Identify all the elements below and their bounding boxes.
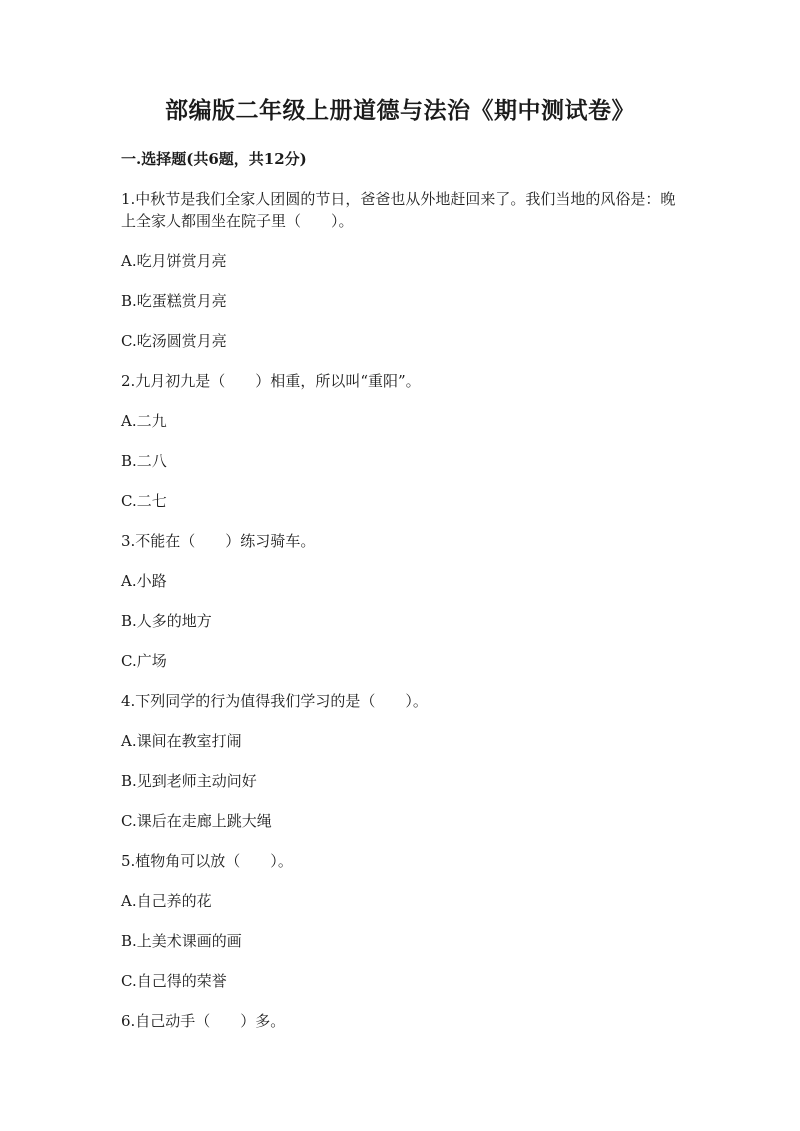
answer-option: B.上美术课画的画 xyxy=(121,932,242,950)
question-stem: 6.自己动手（ ）多。 xyxy=(121,1012,286,1030)
answer-option: A.小路 xyxy=(121,572,167,590)
question-stem: 2.九月初九是（ ）相重，所以叫“重阳”。 xyxy=(121,372,421,390)
question-item xyxy=(121,370,681,512)
answer-option: A.课间在教室打闹 xyxy=(121,732,242,750)
question-item xyxy=(121,690,681,832)
question-item xyxy=(121,530,681,672)
answer-option: B.二八 xyxy=(121,452,167,470)
answer-option: C.二七 xyxy=(121,492,167,510)
answer-option: C.吃汤圆赏月亮 xyxy=(121,332,227,350)
question-stem: 3.不能在（ ）练习骑车。 xyxy=(121,532,316,550)
answer-option: C.自己得的荣誉 xyxy=(121,972,227,990)
answer-option: B.人多的地方 xyxy=(121,612,212,630)
answer-option: B.吃蛋糕赏月亮 xyxy=(121,292,227,310)
question-stem: 5.植物角可以放（ ）。 xyxy=(121,852,293,870)
section-header: 一.选择题(共6题，共12分) xyxy=(121,150,307,168)
question-list xyxy=(121,188,681,1050)
document-title: 部编版二年级上册道德与法治《期中测试卷》 xyxy=(165,97,635,124)
answer-option: A.二九 xyxy=(121,412,167,430)
answer-option: A.自己养的花 xyxy=(121,892,212,910)
question-item xyxy=(121,1010,681,1032)
answer-option: C.课后在走廊上跳大绳 xyxy=(121,812,272,830)
answer-option: B.见到老师主动问好 xyxy=(121,772,257,790)
question-stem: 4.下列同学的行为值得我们学习的是（ ）。 xyxy=(121,692,428,710)
question-item xyxy=(121,850,681,992)
question-item xyxy=(121,188,681,352)
answer-option: C.广场 xyxy=(121,652,167,670)
question-stem: 1.中秋节是我们全家人团圆的节日，爸爸也从外地赶回来了。我们当地的风俗是：晚上全家人都围坐在院子里（ ）。 xyxy=(121,190,676,230)
answer-option: A.吃月饼赏月亮 xyxy=(121,252,227,270)
